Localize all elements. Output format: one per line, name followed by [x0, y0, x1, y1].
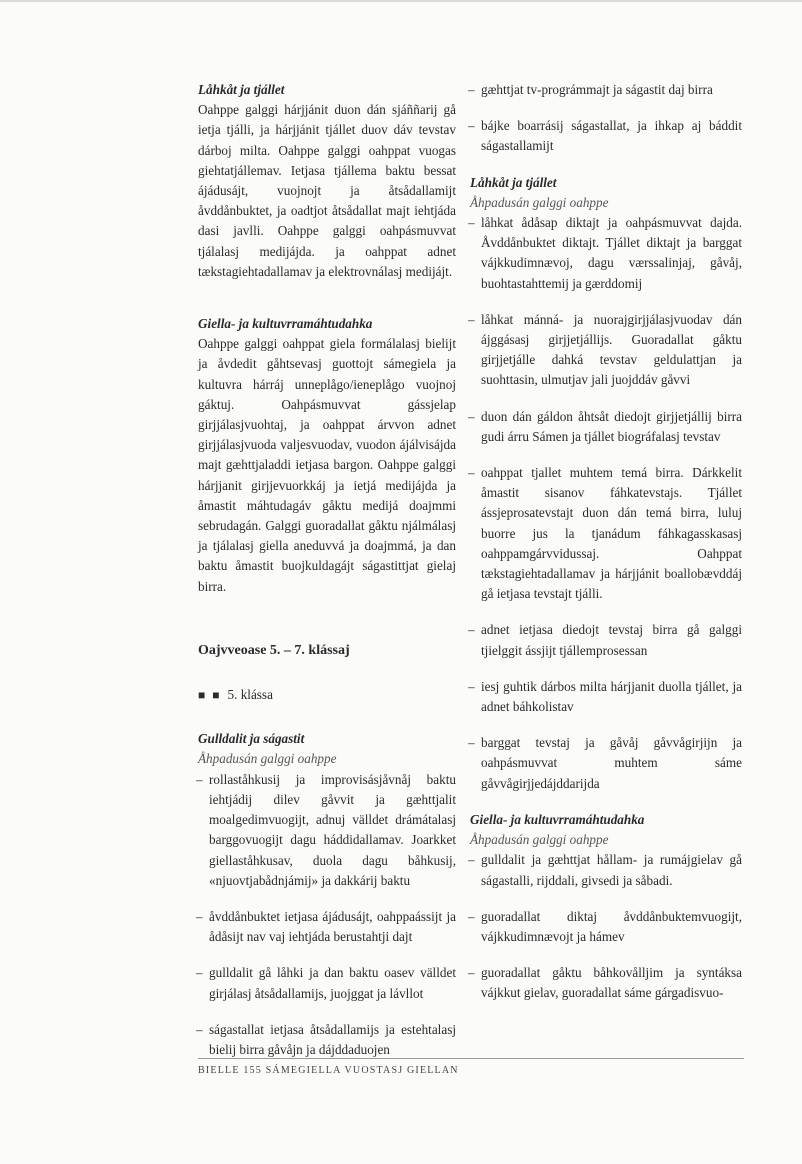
list-item: – guoradallat diktaj åvddånbuktemvuogijt, vájkkudimnævojt ja hámev: [470, 907, 742, 947]
section-heading-listening: Gulldalit ja ságastit: [198, 731, 305, 747]
paragraph-reading-writing: Oahppe galggi hárjjánit duon dán sjáññarij gå ietja tjálli, ja hárjjánit tjállet duov dáv tevstav dárboj milta. Oahppe galggi oahppat vuogas giehtatjállemav. Ietjasa tjállema baktu bessat ájádusájt, vuojnojt ja åtsådallamijt åvddånbuktet, ja oadtjot åtsådallat majt iehtjáda dasi javlli. Oahppe galggi oahpásmuvvat tjálalasj medijájda. ja oahppat adnet tækstagiehtadallamav ja elektrovnálasj medijájt.: [198, 102, 456, 279]
list-item: – gulldalit gå låhki ja dan baktu oasev välldet girjálasj åtsådallamijs, juojggat ja lávllot: [198, 963, 456, 1003]
list-item: – adnet ietjasa diedojt tevstaj birra gå galggi tjielggit ássjijt tjállemprosessan: [470, 620, 742, 660]
list-item: – låhkat ådåsap diktajt ja oahpásmuvvat dajda. Åvddånbuktet diktajt. Tjállet diktajt ja barggat vájkkudimnævoj, dagu værssalinjaj, gåvåj, buohtastahttemij ja gærddomij: [470, 213, 742, 294]
list-item: – barggat tevstaj ja gåvåj gåvvågirjijn ja oahpásmuvvat muhtem sáme gåvvågirjjedájddarijda: [470, 733, 742, 794]
subheading-teaching: Åhpadusán galggi oahppe: [198, 751, 337, 767]
list-item: – gæhttjat tv-prográmmajt ja ságastit daj birra: [470, 80, 742, 100]
main-section-title: Oajvveoase 5. – 7. klássaj: [198, 642, 350, 658]
section-heading-reading-writing: Låhkåt ja tjállet: [198, 82, 285, 97]
list-item: – iesj guhtik dárbos milta hárjjanit duolla tjállet, ja adnet báhkolistav: [470, 677, 742, 717]
left-column: [198, 80, 456, 1060]
section-heading-reading-writing-right: Låhkåt ja tjállet: [470, 174, 557, 190]
list-item: – bájke boarrásij ságastallat, ja ihkap aj báddit ságastallamijt: [470, 116, 742, 156]
list-item: – åvddånbuktet ietjasa ájádusájt, oahppaássijt ja ådåsijt nav vaj iehtjáda berustahtji dajt: [198, 907, 456, 947]
section-heading-language-culture: Giella- ja kultuvrramáhtudahka: [198, 316, 373, 332]
class-label: 5. klássa: [227, 687, 273, 703]
list-item: – ságastallat ietjasa åtsådallamijs ja estehtalasj bielij birra gåvåjn ja dájddaduojen: [198, 1020, 456, 1060]
right-column: [470, 80, 742, 1004]
paragraph-language-culture: Oahppe galggi oahppat giela formálalasj bielijt ja åvdedit gåhtsevasj guottojt sámegiela ja kultuvra hárráj unneplågo/ieneplågo vuojnoj gáktuj. Oahpásmuvvat gássjelap girjjálasjvuohtaj, ja oahppat árvvon adnet girjjálasjvuoda valjesvuodav, vuodon ájálvisájda majt gæhttjaladdi ietjasa bargon. Oahppe galggi hárjjanit girjjevuorkkáj ja ietjá medijájda ja åmastit máhtudagáv gåktu medijá doajmmi sebrudagán. Galggi guoradallat gåktu njálmálasj ja tjálalasj giella aneduvvá ja doajmmá, ja dan baktu åmastit buojkuldagájt ságastittjat gielaj birra.: [198, 336, 456, 594]
subheading-teaching: Åhpadusán galggi oahppe: [470, 194, 609, 210]
list-item: – duon dán gáldon åhtsåt diedojt girjjetjállij birra gudi árru Sámen ja tjállet biográfalasj tevstav: [470, 407, 742, 447]
list-item: – låhkat mánná- ja nuorajgirjjálasjvuodav dán ájggásasj girjjetjállijs. Guoradallat gåktu girjjetjálle dahká tevstav geldulattjan ja suohttasin, ulmutjav jali juojddáv gåvvi: [470, 310, 742, 391]
page-footer: BIELLE 155 SÁMEGIELLA VUOSTASJ GIELLAN: [198, 1058, 744, 1076]
class-heading: [198, 685, 456, 705]
list-item: – guoradallat gåktu båhkovålljim ja syntáksa vájkkut gielav, guoradallat sáme gárgadisvuo-: [470, 963, 742, 1003]
section-heading-language-culture-right: Giella- ja kultuvrramáhtudahka: [470, 811, 645, 827]
subheading-teaching: Åhpadusán galggi oahppe: [470, 832, 609, 848]
square-bullets-icon: ■ ■: [198, 688, 222, 703]
list-item: – oahppat tjallet muhtem temá birra. Dárkkelit åmastit sisanov fáhkatevstajs. Tjállet ássjeprosatevstajt duon dán temá birra, luluj buorre jus la tjanádum fáhkagasskasasj oahppamgárvvidussaj. Oahppat tækstagiehtadallamav ja hárjjánit boallobævddáj gå ietjasa tevstajt tjálli.: [470, 463, 742, 604]
list-item: – rollaståhkusij ja improvisásjåvnåj baktu iehtjádij dilev gåvvit ja gæhttjalit moalgedimvuogijt, adnuj välldet drámátalasj barggovuogijt dagu háddidallamav. Joarkket giellaståhkusav, duola dagu båhkusij, «njuovtjabådnjámij» ja dakkárij baktu: [198, 770, 456, 891]
list-item: – gulldalit ja gæhttjat hållam- ja rumájgielav gå ságastalli, rijddali, givsedi ja såbadi.: [470, 850, 742, 890]
scan-edge: [0, 0, 802, 2]
